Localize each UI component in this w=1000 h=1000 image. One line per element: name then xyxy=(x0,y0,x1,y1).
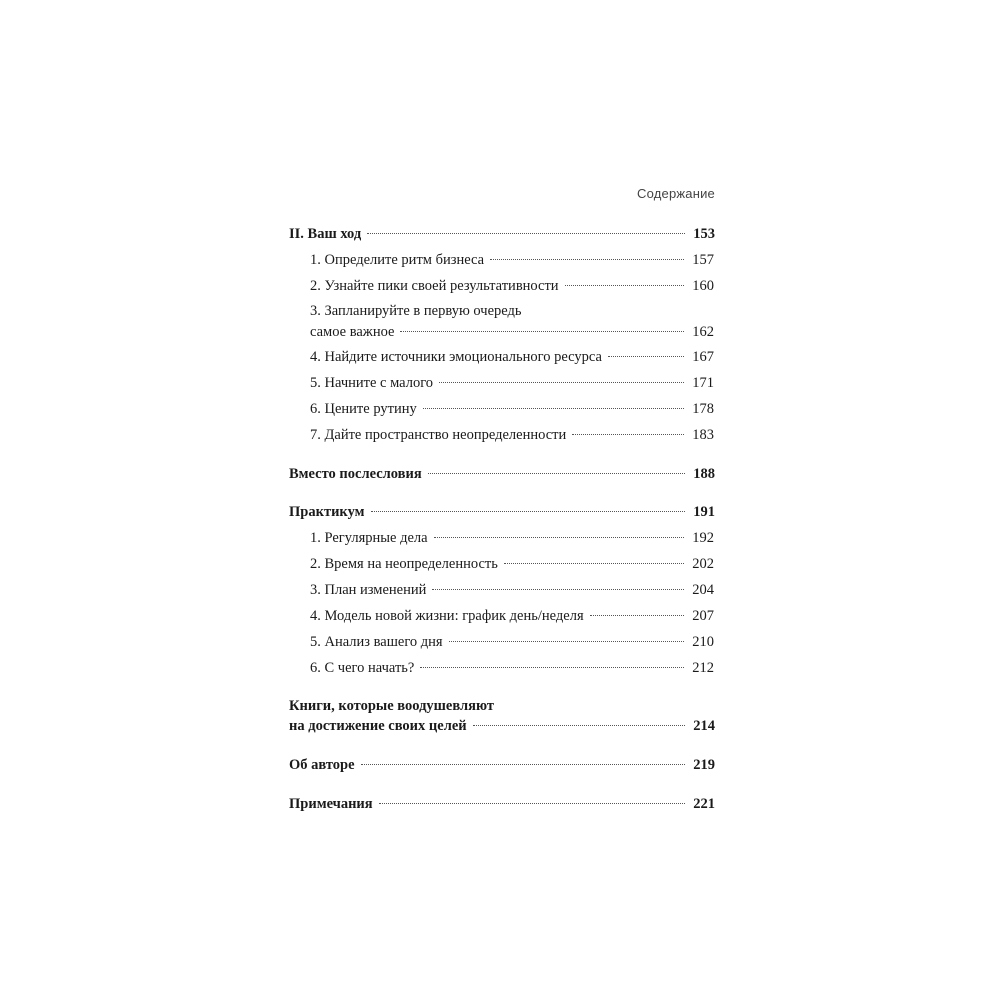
toc-page-number: 167 xyxy=(692,349,714,365)
running-header: Содержание xyxy=(637,186,715,201)
toc-page-number: 153 xyxy=(693,226,715,242)
toc-entry-label-line1: 3. Запланируйте в первую очередь xyxy=(310,303,522,319)
toc-entry-label: 1. Определите ритм бизнеса xyxy=(310,252,485,268)
toc-entry[interactable] xyxy=(289,250,715,270)
dot-leader xyxy=(572,434,684,435)
toc-entry[interactable] xyxy=(289,425,715,445)
toc-entry-notes[interactable] xyxy=(289,794,715,814)
toc-entry-label: 1. Регулярные дела xyxy=(310,530,428,546)
dot-leader xyxy=(420,667,684,668)
toc-entry[interactable] xyxy=(289,580,715,600)
toc-entry-part2[interactable] xyxy=(289,224,715,244)
toc-page-number: 221 xyxy=(693,796,715,812)
toc-page-number: 191 xyxy=(693,504,715,520)
toc-page-number: 157 xyxy=(692,252,714,268)
dot-leader xyxy=(432,589,684,590)
toc-page-number: 214 xyxy=(693,718,715,734)
toc-entry-label: 2. Узнайте пики своей результативности xyxy=(310,278,559,294)
toc-entry[interactable] xyxy=(289,399,715,419)
toc-page-number: 202 xyxy=(692,556,714,572)
toc-page-number: 219 xyxy=(693,757,715,773)
dot-leader xyxy=(400,331,684,332)
toc-page-number: 183 xyxy=(692,427,714,443)
toc-entry-label: II. Ваш ход xyxy=(289,226,362,242)
toc-entry[interactable] xyxy=(289,658,715,678)
toc-entry[interactable] xyxy=(289,632,715,652)
toc-entry-label: на достижение своих целей xyxy=(289,718,467,734)
toc-entry-practicum[interactable] xyxy=(289,502,715,522)
toc-entry-label: Практикум xyxy=(289,504,365,520)
toc-entry-label: 6. С чего начать? xyxy=(310,660,415,676)
toc-entry-label: 5. Начните с малого xyxy=(310,375,434,391)
dot-leader xyxy=(371,511,685,512)
toc-entry-label: Вместо послесловия xyxy=(289,466,422,482)
dot-leader xyxy=(379,803,685,804)
toc-entry-label: Об авторе xyxy=(289,757,355,773)
toc-page-number: 207 xyxy=(692,608,714,624)
toc-entry-about[interactable] xyxy=(289,755,715,775)
toc-entry[interactable] xyxy=(289,373,715,393)
toc-entry-label-line1: Книги, которые воодушевляют xyxy=(289,698,494,714)
toc-page-number: 192 xyxy=(692,530,714,546)
toc-entry[interactable] xyxy=(289,528,715,548)
toc-entry-label: 5. Анализ вашего дня xyxy=(310,634,443,650)
dot-leader xyxy=(428,473,685,474)
toc-entry-afterword[interactable] xyxy=(289,464,715,484)
toc-entry[interactable] xyxy=(289,554,715,574)
toc-entry-label: 4. Модель новой жизни: график день/неделя xyxy=(310,608,584,624)
dot-leader xyxy=(367,233,685,234)
toc-page-number: 178 xyxy=(692,401,714,417)
toc-page-number: 160 xyxy=(692,278,714,294)
toc-entry-label: самое важное xyxy=(310,324,395,340)
dot-leader xyxy=(590,615,684,616)
dot-leader xyxy=(608,356,684,357)
toc-entry-label: Примечания xyxy=(289,796,373,812)
toc-page-number: 188 xyxy=(693,466,715,482)
toc-page-number: 212 xyxy=(692,660,714,676)
toc-page-number: 162 xyxy=(692,324,714,340)
dot-leader xyxy=(434,537,684,538)
dot-leader xyxy=(565,285,684,286)
toc-entry-label: 3. План изменений xyxy=(310,582,427,598)
toc-entry-label: 4. Найдите источники эмоционального ресурса xyxy=(310,349,602,365)
dot-leader xyxy=(473,725,685,726)
dot-leader xyxy=(361,764,685,765)
toc-entry[interactable] xyxy=(289,347,715,367)
toc-entry-label: 6. Цените рутину xyxy=(310,401,417,417)
dot-leader xyxy=(504,563,684,564)
toc-entry-label: 7. Дайте пространство неопределенности xyxy=(310,427,567,443)
toc-page-number: 171 xyxy=(692,375,714,391)
toc-entry-label: 2. Время на неопределенность xyxy=(310,556,498,572)
toc-entry[interactable] xyxy=(289,606,715,626)
toc-page-number: 210 xyxy=(692,634,714,650)
dot-leader xyxy=(449,641,684,642)
dot-leader xyxy=(439,382,684,383)
toc-entry[interactable] xyxy=(289,301,715,342)
toc-entry-books[interactable] xyxy=(289,696,715,736)
toc-page-number: 204 xyxy=(692,582,714,598)
toc-entry[interactable] xyxy=(289,276,715,296)
dot-leader xyxy=(423,408,684,409)
dot-leader xyxy=(490,259,684,260)
